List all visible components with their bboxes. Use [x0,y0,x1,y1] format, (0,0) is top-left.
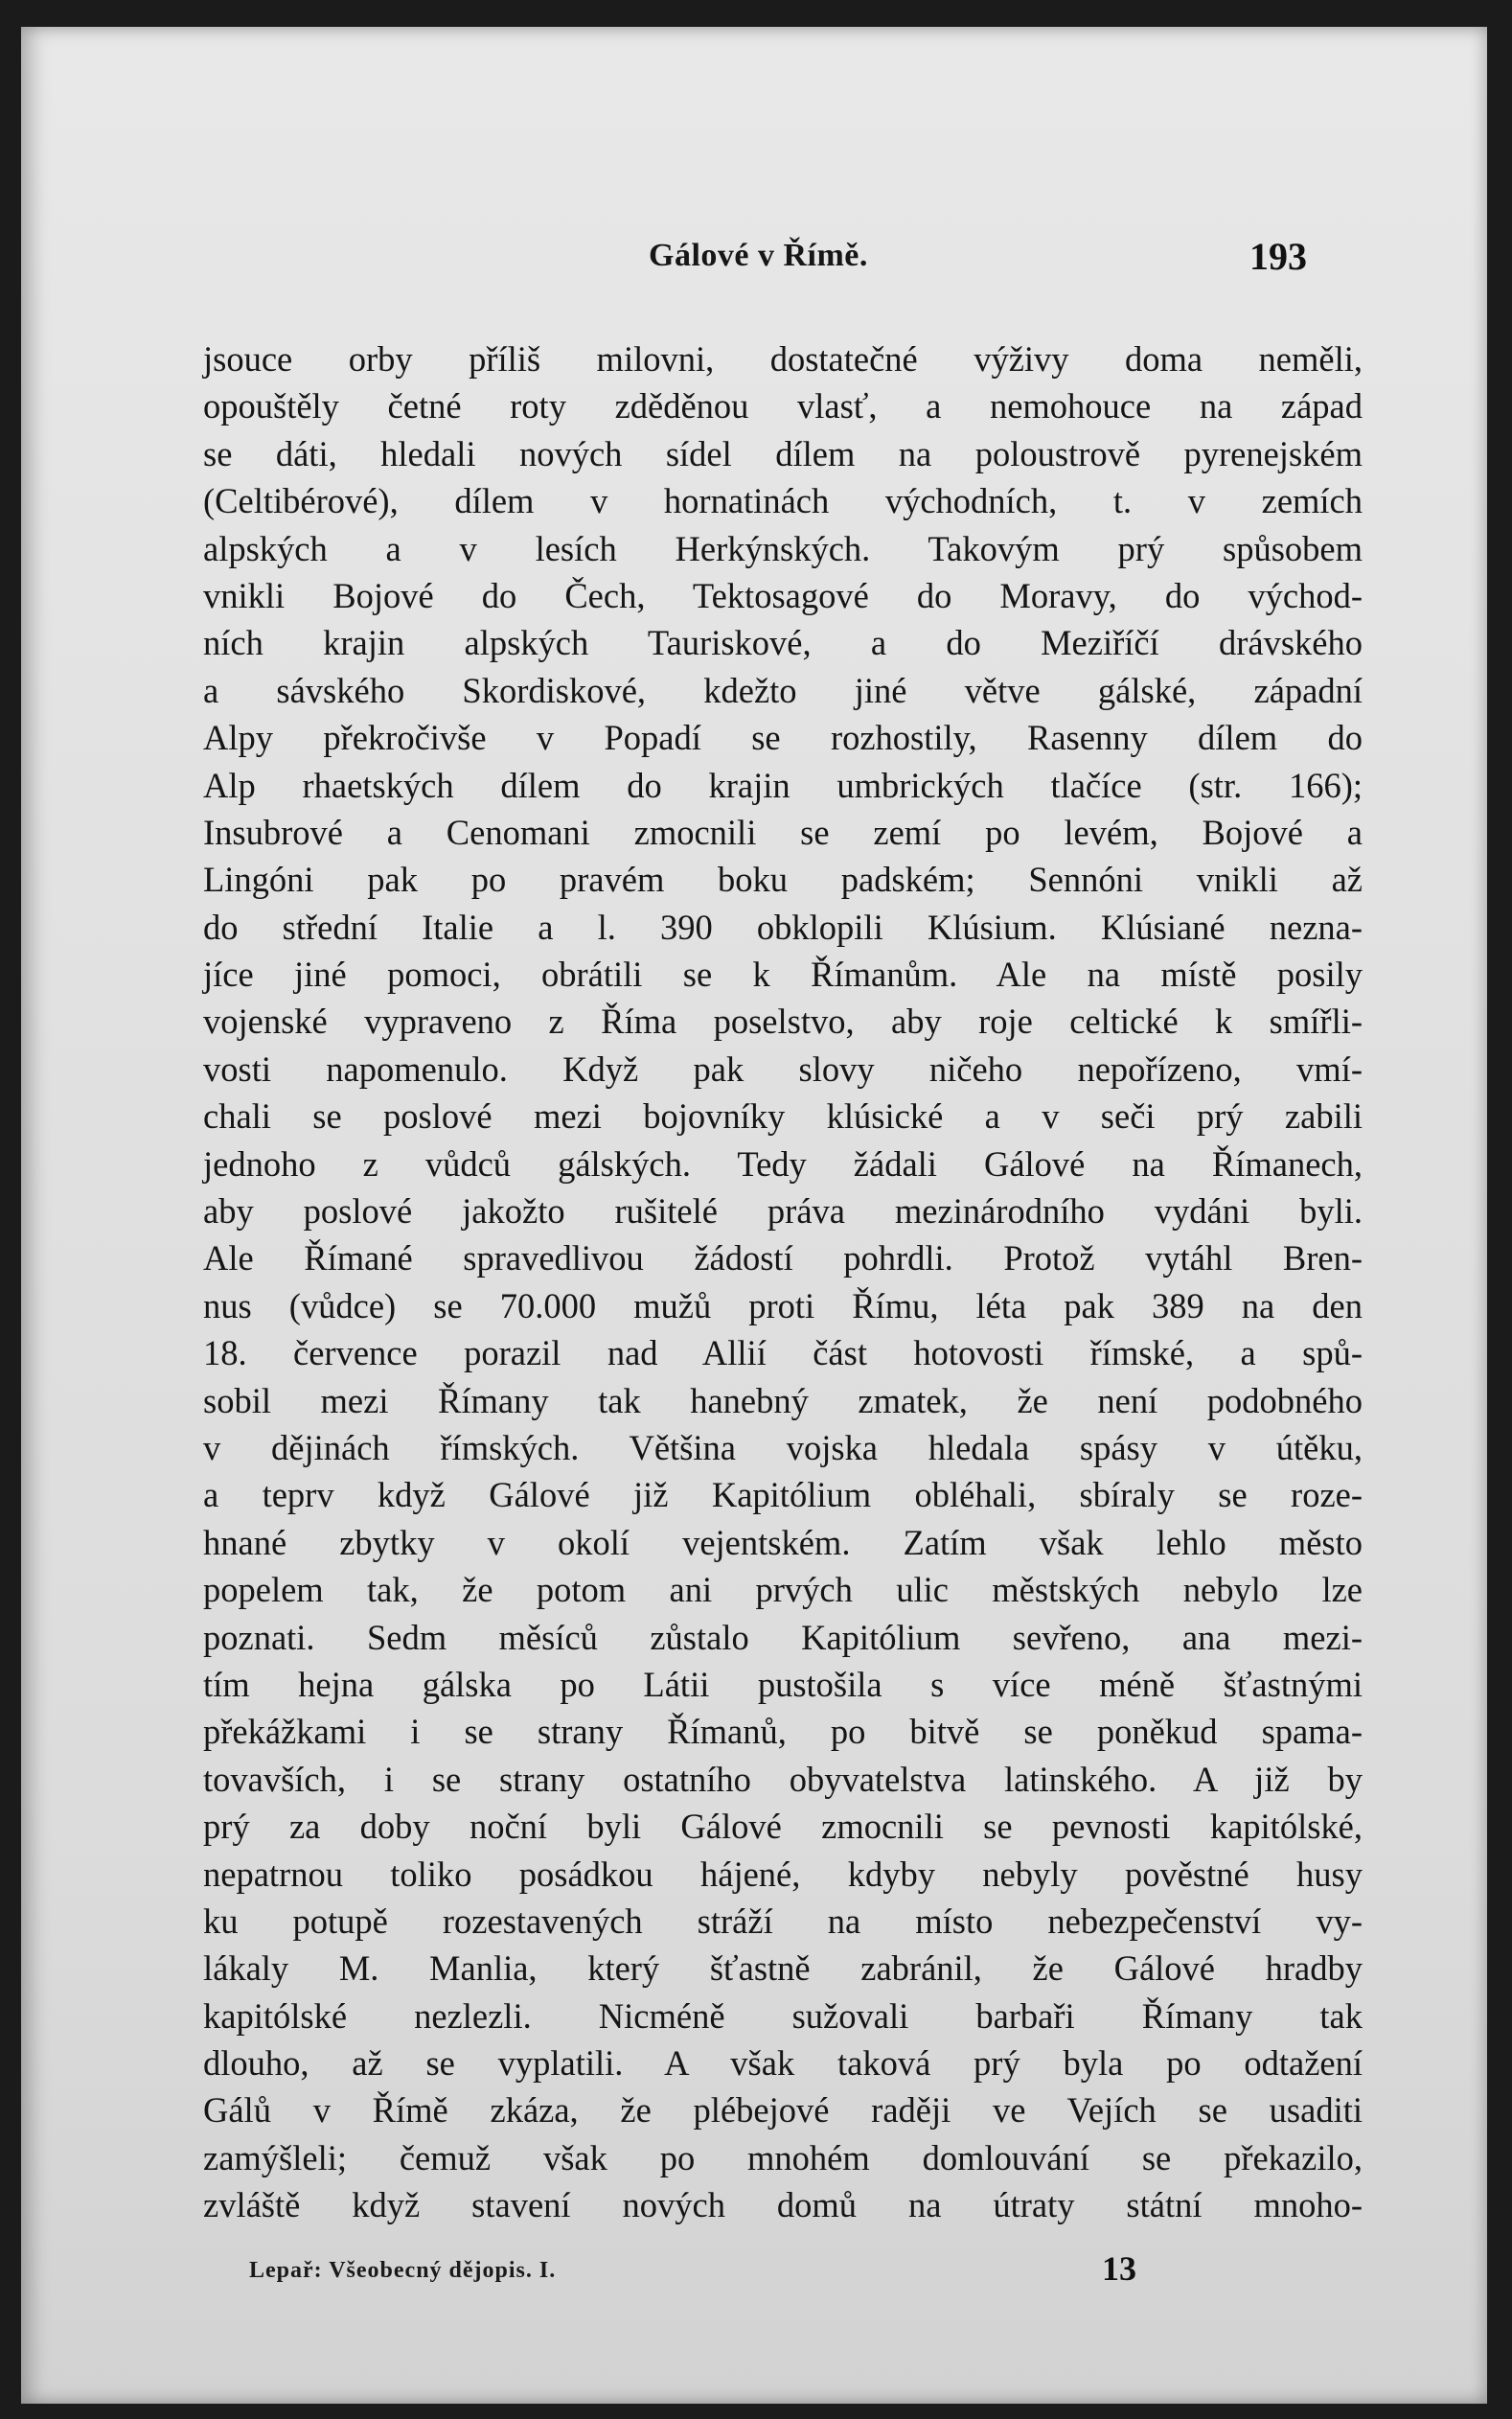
text-line: nepatrnou toliko posádkou hájené, kdyby nebyly pověstné husy [203,1854,1363,1894]
text-line: dlouho, až se vyplatili. A však taková prý byla po odtažení [203,2043,1363,2084]
text-line: popelem tak, že potom ani prvých ulic městských nebylo lze [203,1570,1363,1610]
text-line: Ale Římané spravedlivou žádostí pohrdli. Protož vytáhl Bren- [203,1238,1363,1279]
text-line: Insubrové a Cenomani zmocnili se zemí po levém, Bojové a [203,812,1363,852]
text-line: překážkami i se strany Římanů, po bitvě se poněkud spama- [203,1712,1363,1752]
text-line: jsouce orby příliš milovni, dostatečné výživy doma neměli, [203,339,1363,379]
text-line: ku potupě rozestavených stráží na místo nebezpečenství vy- [203,1901,1363,1941]
page-number: 193 [1249,235,1307,278]
running-title: Gálové v Římě. [649,238,868,273]
text-line: se dáti, hledali nových sídel dílem na poloustrově pyrenejském [203,433,1363,473]
text-line: 18. července porazil nad Allií část hotovosti římské, a spů- [203,1333,1363,1373]
printer-signature: Lepař: Všeobecný dějopis. I. [249,2258,557,2283]
text-line: Alpy překročivše v Popadí se rozhostily, Rasenny dílem do [203,718,1363,758]
text-line: vnikli Bojové do Čech, Tektosagové do Moravy, do východ- [203,575,1363,615]
running-head [21,228,1487,286]
book-page [21,27,1487,2404]
text-line: jíce jiné pomoci, obrátili se k Římanům. Ale na místě posily [203,955,1363,995]
text-line: nus (vůdce) se 70.000 mužů proti Římu, léta pak 389 na den [203,1285,1363,1325]
text-line: kapitólské nezlezli. Nicméně sužovali barbaři Římany tak [203,1995,1363,2036]
text-line: Alp rhaetských dílem do krajin umbrických tlačíce (str. 166); [203,765,1363,805]
sheet-number: 13 [1102,2249,1136,2288]
text-line: aby poslové jakožto rušitelé práva mezinárodního vydáni byli. [203,1191,1363,1232]
text-line: a teprv když Gálové již Kapitólium obléhali, sbíraly se roze- [203,1475,1363,1515]
text-line: hnané zbytky v okolí vejentském. Zatím však lehlo město [203,1522,1363,1562]
text-line: zamýšleli; čemuž však po mnohém domlouvání se překazilo, [203,2137,1363,2177]
text-line: zvláště když stavení nových domů na útraty státní mnoho- [203,2185,1363,2225]
text-line: tím hejna gálska po Látii pustošila s více méně šťastnými [203,1664,1363,1704]
page-footer [21,2248,1487,2296]
text-line: Lingóni pak po pravém boku padském; Sennóni vnikli až [203,860,1363,900]
text-line: ních krajin alpských Tauriskové, a do Meziříčí drávského [203,623,1363,663]
text-line: do střední Italie a l. 390 obklopili Klúsium. Klúsiané nezna- [203,907,1363,947]
text-line: Gálů v Římě zkáza, že plébejové raději ve Vejích se usaditi [203,2090,1363,2131]
text-line: lákaly M. Manlia, který šťastně zabránil, že Gálové hradby [203,1948,1363,1989]
text-line: vojenské vypraveno z Říma poselstvo, aby roje celtické k smířli- [203,1002,1363,1042]
text-line: opouštěly četné roty zděděnou vlasť, a nemohouce na západ [203,386,1363,426]
text-line: sobil mezi Římany tak hanebný zmatek, že není podobného [203,1380,1363,1420]
text-line: poznati. Sedm měsíců zůstalo Kapitólium sevřeno, ana mezi- [203,1617,1363,1657]
text-line: jednoho z vůdců gálských. Tedy žádali Gálové na Římanech, [203,1143,1363,1184]
text-line: vosti napomenulo. Když pak slovy ničeho nepořízeno, vmí- [203,1048,1363,1089]
text-line: chali se poslové mezi bojovníky klúsické a v seči prý zabili [203,1096,1363,1137]
body-text [203,335,1363,2229]
text-line: alpských a v lesích Herkýnských. Takovým prý spůsobem [203,528,1363,568]
text-line: tovavších, i se strany ostatního obyvatelstva latinského. A již by [203,1759,1363,1799]
text-line: v dějinách římských. Většina vojska hledala spásy v útěku, [203,1427,1363,1467]
text-line: a sávského Skordiskové, kdežto jiné větve gálské, západní [203,670,1363,710]
text-line: prý za doby noční byli Gálové zmocnili se pevnosti kapitólské, [203,1807,1363,1847]
text-line: (Celtibérové), dílem v hornatinách východních, t. v zemích [203,481,1363,521]
